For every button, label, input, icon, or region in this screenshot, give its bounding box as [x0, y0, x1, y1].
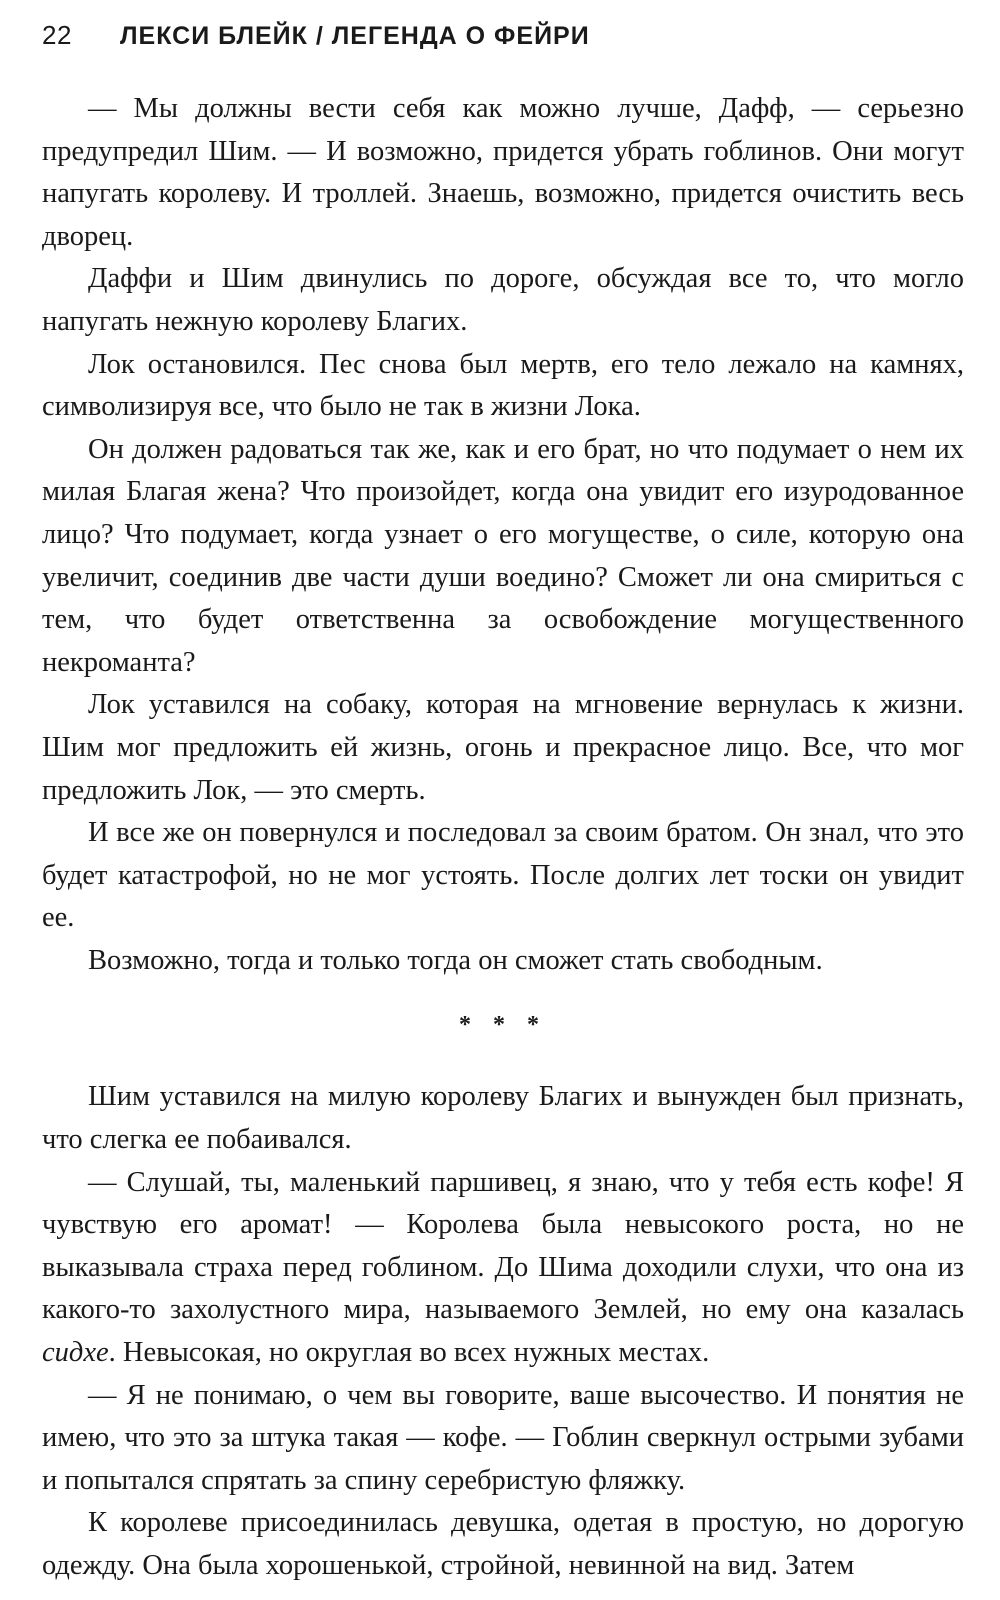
paragraph: — Мы должны вести себя как можно лучше, Дафф, — серьезно предупредил Шим. — И возможно, придется убрать гоблинов. Они могут напугать королеву. И троллей. Знаешь, возможно, придется очистить весь дворец. [42, 93, 964, 252]
page-number: 22 [42, 20, 72, 50]
paragraph-continuation: казалась сидхе. Невысокая, но округлая во всех нужных местах. [42, 1294, 965, 1369]
paragraph: Лок уставился на собаку, которая на мгновение вернулась к жизни. Шим мог предложить ей жизнь, огонь и прекрасное лицо. Все, что мог предложить Лок, — это смерть. [42, 689, 964, 806]
body-text [42, 88, 964, 1588]
paragraph-text: — Слушай, ты, маленький паршивец, я знаю, что у тебя есть кофе! Я чувствую его аромат! — Королева была невысокого роста, но не выказывала страха перед гоблином. До Шима доходили слухи, что она из какого-то захолустного мира, называемого Землей, но ему она [42, 1166, 964, 1326]
paragraph [42, 1162, 964, 1375]
paragraph: Даффи и Шим двинулись по дороге, обсуждая все то, что могло напугать нежную королеву Благих. [42, 263, 964, 337]
scene-separator: * * * [459, 1012, 547, 1039]
paragraph: Возможно, тогда и только тогда он сможет стать свободным. [88, 944, 823, 976]
running-header [42, 20, 964, 60]
book-title-header: ЛЕКСИ БЛЕЙК / ЛЕГЕНДА О ФЕЙРИ [120, 22, 590, 50]
paragraph: Лок остановился. Пес снова был мертв, его тело лежало на камнях, символизируя все, что было не так в жизни Лока. [42, 348, 964, 423]
paragraph: Шим уставился на милую королеву Благих и вынужден был признать, что слегка ее побаивался. [42, 1081, 964, 1156]
paragraph: К королеве присоединилась девушка, одетая в простую, но дорогую одежду. Она была хорошенькой, стройной, невинной на вид. Затем [42, 1507, 964, 1581]
paragraph: Он должен радоваться так же, как и его брат, но что подумает о нем их милая Благая жена? Что произойдет, когда она увидит его изуродованное лицо? Что подумает, когда узнает о его могуществе, о силе, которую она увеличит, соединив две части души воедино? Сможет ли она смириться с тем, что будет ответственна за освобождение могущественного некроманта? [42, 433, 964, 678]
italic-word: сидхе [42, 1337, 109, 1369]
paragraph: — Я не понимаю, о чем вы говорите, ваше высочество. И понятия не имею, что это за штука такая — кофе. — Гоблин сверкнул острыми зубами и попытался спрятать за спину серебристую фляжку. [42, 1379, 964, 1496]
book-page [42, 20, 964, 1588]
paragraph: И все же он повернулся и последовал за своим братом. Он знал, что это будет катастрофой, но не мог устоять. После долгих лет тоски он увидит ее. [42, 817, 964, 934]
